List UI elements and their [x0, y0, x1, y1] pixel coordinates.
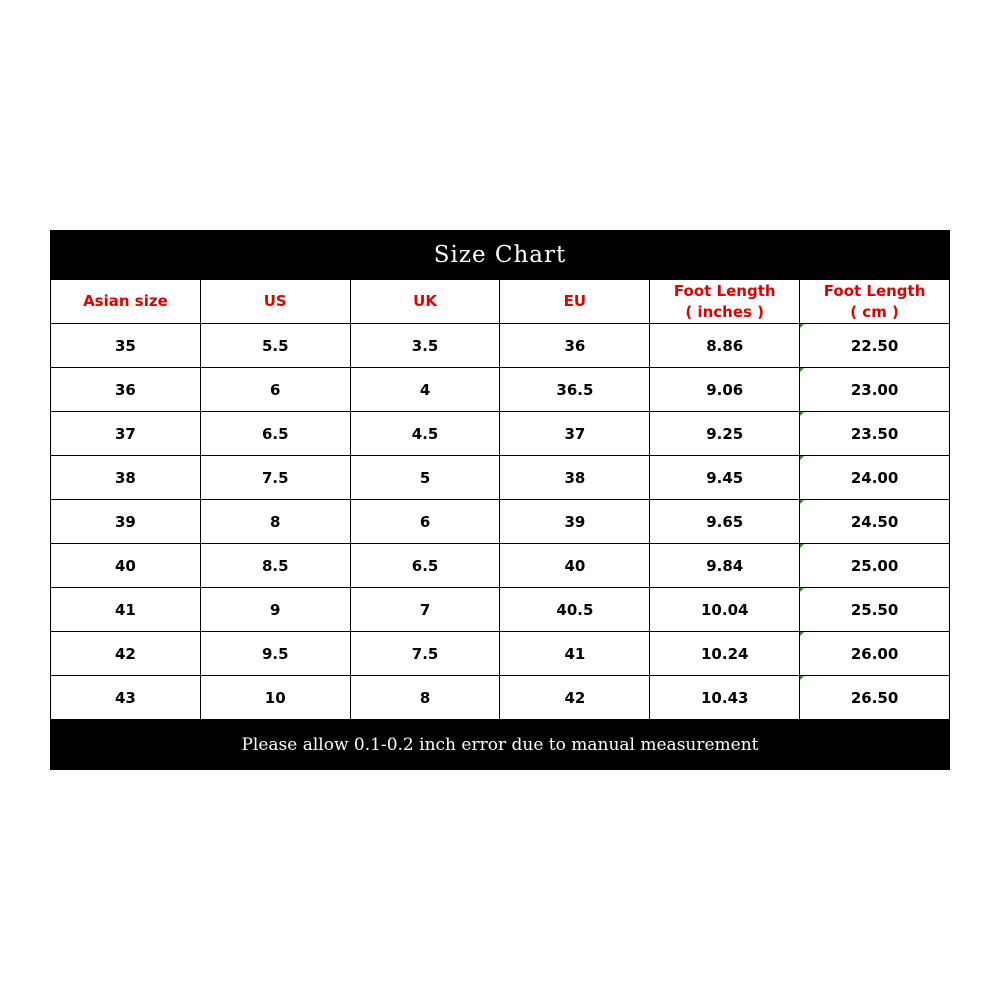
foot-length-cm-cell: 22.50: [800, 324, 950, 368]
eu-size-cell: 37: [500, 412, 650, 456]
table-row: [51, 456, 950, 500]
uk-size-cell: 6.5: [350, 544, 500, 588]
foot-length-inches-cell: 10.04: [650, 588, 800, 632]
table-row: [51, 368, 950, 412]
us-size-cell: 5.5: [200, 324, 350, 368]
asian-size-cell: 41: [51, 588, 201, 632]
table-row: [51, 500, 950, 544]
table-row: [51, 676, 950, 720]
header-label: US: [263, 292, 287, 310]
eu-size-cell: 41: [500, 632, 650, 676]
size-table-body: [51, 324, 950, 720]
header-unit: ( cm ): [850, 302, 899, 321]
table-row: [51, 588, 950, 632]
asian-size-cell: 39: [51, 500, 201, 544]
header-asian-size: [51, 280, 201, 324]
us-size-cell: 6: [200, 368, 350, 412]
us-size-cell: 9.5: [200, 632, 350, 676]
foot-length-inches-cell: 9.65: [650, 500, 800, 544]
asian-size-cell: 40: [51, 544, 201, 588]
header-foot-length-inches: [650, 280, 800, 324]
header-label: UK: [413, 292, 437, 310]
us-size-cell: 8: [200, 500, 350, 544]
asian-size-cell: 35: [51, 324, 201, 368]
foot-length-inches-cell: 10.24: [650, 632, 800, 676]
uk-size-cell: 4.5: [350, 412, 500, 456]
asian-size-cell: 36: [51, 368, 201, 412]
asian-size-cell: 42: [51, 632, 201, 676]
us-size-cell: 8.5: [200, 544, 350, 588]
foot-length-inches-cell: 10.43: [650, 676, 800, 720]
eu-size-cell: 40: [500, 544, 650, 588]
foot-length-inches-cell: 9.45: [650, 456, 800, 500]
header-uk: [350, 280, 500, 324]
us-size-cell: 10: [200, 676, 350, 720]
us-size-cell: 6.5: [200, 412, 350, 456]
asian-size-cell: 43: [51, 676, 201, 720]
header-foot-length-cm: [800, 280, 950, 324]
size-chart: [50, 230, 950, 770]
header-eu: [500, 280, 650, 324]
foot-length-cm-cell: 24.50: [800, 500, 950, 544]
size-chart-title: Size Chart: [50, 230, 950, 280]
eu-size-cell: 42: [500, 676, 650, 720]
header-label: Foot Length: [673, 281, 776, 300]
uk-size-cell: 7: [350, 588, 500, 632]
header-us: [200, 280, 350, 324]
table-row: [51, 412, 950, 456]
size-table: [50, 280, 950, 719]
asian-size-cell: 37: [51, 412, 201, 456]
foot-length-cm-cell: 23.00: [800, 368, 950, 412]
uk-size-cell: 6: [350, 500, 500, 544]
asian-size-cell: 38: [51, 456, 201, 500]
table-row: [51, 632, 950, 676]
eu-size-cell: 38: [500, 456, 650, 500]
uk-size-cell: 5: [350, 456, 500, 500]
foot-length-cm-cell: 25.50: [800, 588, 950, 632]
table-header-row: [51, 280, 950, 324]
eu-size-cell: 39: [500, 500, 650, 544]
foot-length-cm-cell: 25.00: [800, 544, 950, 588]
uk-size-cell: 4: [350, 368, 500, 412]
eu-size-cell: 36.5: [500, 368, 650, 412]
foot-length-inches-cell: 9.25: [650, 412, 800, 456]
foot-length-inches-cell: 9.06: [650, 368, 800, 412]
us-size-cell: 9: [200, 588, 350, 632]
header-unit: ( inches ): [685, 302, 765, 321]
foot-length-cm-cell: 23.50: [800, 412, 950, 456]
header-label: Foot Length: [823, 281, 926, 300]
foot-length-cm-cell: 26.50: [800, 676, 950, 720]
uk-size-cell: 7.5: [350, 632, 500, 676]
foot-length-inches-cell: 8.86: [650, 324, 800, 368]
foot-length-cm-cell: 26.00: [800, 632, 950, 676]
uk-size-cell: 8: [350, 676, 500, 720]
foot-length-inches-cell: 9.84: [650, 544, 800, 588]
measurement-note: Please allow 0.1-0.2 inch error due to manual measurement: [50, 719, 950, 770]
eu-size-cell: 40.5: [500, 588, 650, 632]
header-label: Asian size: [83, 292, 168, 310]
table-row: [51, 324, 950, 368]
header-label: EU: [563, 292, 587, 310]
foot-length-cm-cell: 24.00: [800, 456, 950, 500]
table-row: [51, 544, 950, 588]
us-size-cell: 7.5: [200, 456, 350, 500]
uk-size-cell: 3.5: [350, 324, 500, 368]
eu-size-cell: 36: [500, 324, 650, 368]
